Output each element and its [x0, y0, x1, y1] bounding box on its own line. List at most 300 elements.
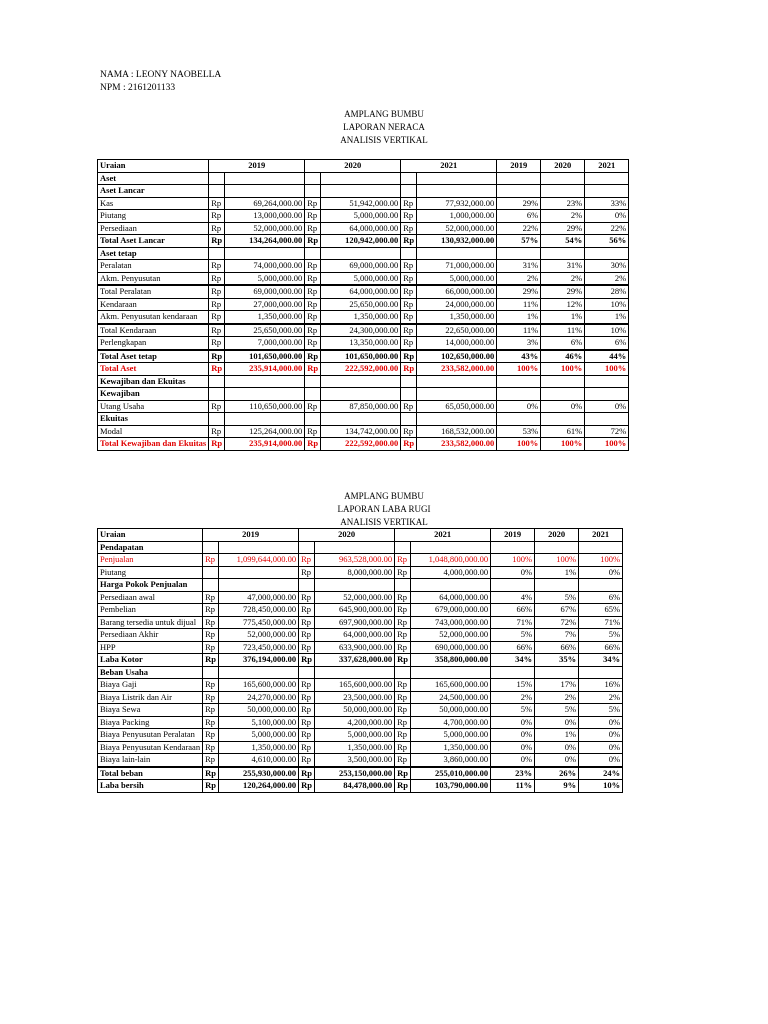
table-cell: 165,600,000.00	[219, 679, 299, 692]
table-cell: 50,000,000.00	[411, 704, 491, 717]
table-row	[98, 400, 629, 413]
table-cell: Rp	[395, 729, 411, 742]
table-cell	[219, 579, 299, 592]
table-cell: Rp	[305, 400, 321, 413]
table-row	[98, 235, 629, 248]
table-cell: Rp	[395, 654, 411, 667]
table-row	[98, 741, 623, 754]
table-cell: 1,000,000.00	[417, 210, 497, 223]
table-cell	[321, 413, 401, 426]
table-cell: 2021	[579, 529, 623, 542]
table-cell: Rp	[203, 741, 219, 754]
table-cell: Rp	[209, 272, 225, 285]
table-cell: Rp	[395, 616, 411, 629]
table-cell: 35%	[535, 654, 579, 667]
table-cell: Rp	[401, 350, 417, 363]
table-cell: 2%	[585, 272, 629, 285]
table-cell: 29%	[497, 285, 541, 298]
table-cell: 2021	[585, 160, 629, 173]
table-row	[98, 350, 629, 363]
table-cell: Kewajiban	[98, 388, 209, 401]
table-cell: 358,800,000.00	[411, 654, 491, 667]
table-cell: Rp	[203, 604, 219, 617]
table-cell: 52,000,000.00	[417, 222, 497, 235]
table-cell: 24%	[579, 767, 623, 780]
table-cell: 43%	[497, 350, 541, 363]
table-cell: Rp	[395, 716, 411, 729]
table-cell: 101,650,000.00	[321, 350, 401, 363]
table-cell	[225, 247, 305, 260]
table-cell	[541, 185, 585, 198]
table-row	[98, 729, 623, 742]
table-cell: Akm. Penyusutan kendaraan	[98, 311, 209, 324]
table-cell: 0%	[579, 729, 623, 742]
table-cell: 100%	[585, 438, 629, 451]
table-cell	[321, 375, 401, 388]
table-cell	[305, 375, 321, 388]
table-cell: Biaya Penyusutan Kendaraan	[98, 741, 203, 754]
table-cell: 2019	[491, 529, 535, 542]
table-cell	[491, 579, 535, 592]
table-cell: 69,264,000.00	[225, 197, 305, 210]
table-row	[98, 438, 629, 451]
table-cell: 52,000,000.00	[315, 591, 395, 604]
table-cell: 5,000,000.00	[417, 272, 497, 285]
table-cell: 222,592,000.00	[321, 363, 401, 376]
table-row	[98, 541, 623, 554]
table-cell: 7,000,000.00	[225, 337, 305, 350]
table-cell: Total Aset	[98, 363, 209, 376]
table-cell	[585, 185, 629, 198]
table-cell	[315, 579, 395, 592]
table-cell: Rp	[305, 210, 321, 223]
table-cell	[299, 666, 315, 679]
table-row	[98, 425, 629, 438]
table-cell: Persediaan Akhir	[98, 629, 203, 642]
table-cell	[585, 247, 629, 260]
table-cell: 1,350,000.00	[315, 741, 395, 754]
table-cell: 723,450,000.00	[219, 641, 299, 654]
neraca-analysis-title: ANALISIS VERTIKAL	[340, 135, 428, 145]
table-cell: 235,914,000.00	[225, 363, 305, 376]
table-cell: Biaya Sewa	[98, 704, 203, 717]
table-cell: Uraian	[98, 160, 209, 173]
table-cell: 61%	[541, 425, 585, 438]
table-cell: Rp	[299, 741, 315, 754]
table-cell: 1,350,000.00	[219, 741, 299, 754]
table-cell: 100%	[497, 438, 541, 451]
table-cell: 3,500,000.00	[315, 754, 395, 767]
table-cell	[585, 375, 629, 388]
table-row	[98, 363, 629, 376]
table-cell: 66%	[579, 641, 623, 654]
table-cell: Laba Kotor	[98, 654, 203, 667]
table-cell: Uraian	[98, 529, 203, 542]
table-cell: Aset Lancar	[98, 185, 209, 198]
table-cell: Rp	[395, 704, 411, 717]
table-cell: 66%	[491, 604, 535, 617]
table-cell: Utang Usaha	[98, 400, 209, 413]
table-cell: 0%	[579, 566, 623, 579]
table-cell	[299, 541, 315, 554]
table-cell	[203, 666, 219, 679]
table-cell	[305, 388, 321, 401]
table-cell: 120,942,000.00	[321, 235, 401, 248]
table-cell: Rp	[209, 222, 225, 235]
table-cell	[541, 247, 585, 260]
table-cell	[497, 172, 541, 185]
table-cell: 26%	[535, 767, 579, 780]
table-cell	[219, 541, 299, 554]
table-cell: 65,050,000.00	[417, 400, 497, 413]
table-row	[98, 754, 623, 767]
table-cell: Rp	[209, 285, 225, 298]
table-cell: Barang tersedia untuk dijual	[98, 616, 203, 629]
table-cell: Rp	[395, 566, 411, 579]
table-cell: 74,000,000.00	[225, 260, 305, 273]
labarugi-analysis-title: ANALISIS VERTIKAL	[340, 517, 428, 527]
table-cell: Rp	[395, 554, 411, 567]
neraca-company-title: AMPLANG BUMBU	[344, 109, 424, 119]
table-cell: 165,600,000.00	[315, 679, 395, 692]
table-cell: Kas	[98, 197, 209, 210]
table-cell	[401, 388, 417, 401]
table-cell	[417, 247, 497, 260]
table-cell: 24,270,000.00	[219, 691, 299, 704]
table-cell: 10%	[585, 324, 629, 337]
table-cell: 5%	[579, 629, 623, 642]
table-cell: Laba bersih	[98, 780, 203, 793]
table-cell: 0%	[535, 741, 579, 754]
table-cell	[497, 185, 541, 198]
table-cell: 1,350,000.00	[321, 311, 401, 324]
table-row	[98, 197, 629, 210]
table-cell: 72%	[585, 425, 629, 438]
table-cell: 0%	[585, 400, 629, 413]
table-cell: 29%	[541, 285, 585, 298]
labarugi-report-title: LAPORAN LABA RUGI	[337, 504, 431, 514]
table-cell: Rp	[209, 350, 225, 363]
table-cell	[395, 579, 411, 592]
table-cell: 25,650,000.00	[321, 298, 401, 311]
table-cell: 235,914,000.00	[225, 438, 305, 451]
table-cell: Rp	[299, 604, 315, 617]
table-cell: 14,000,000.00	[417, 337, 497, 350]
table-cell: 5%	[491, 704, 535, 717]
table-cell	[209, 247, 225, 260]
table-row	[98, 704, 623, 717]
student-npm: NPM : 2161201133	[100, 83, 176, 93]
table-cell: Rp	[209, 197, 225, 210]
table-cell: 12%	[541, 298, 585, 311]
table-cell	[585, 172, 629, 185]
table-cell	[225, 185, 305, 198]
table-cell: 24,500,000.00	[411, 691, 491, 704]
table-cell	[225, 375, 305, 388]
table-cell	[535, 666, 579, 679]
table-row	[98, 666, 623, 679]
table-cell: Rp	[305, 350, 321, 363]
table-cell: 0%	[491, 716, 535, 729]
table-cell	[401, 185, 417, 198]
table-cell: Total Aset tetap	[98, 350, 209, 363]
table-cell: 57%	[497, 235, 541, 248]
table-cell	[417, 413, 497, 426]
table-cell: 1%	[497, 311, 541, 324]
table-cell	[395, 541, 411, 554]
table-cell: 2019	[209, 160, 305, 173]
table-cell: 23,500,000.00	[315, 691, 395, 704]
table-cell	[541, 172, 585, 185]
table-cell: Rp	[209, 363, 225, 376]
table-cell: 5%	[491, 629, 535, 642]
neraca-report-title: LAPORAN NERACA	[343, 122, 425, 132]
table-row	[98, 767, 623, 780]
table-cell: Modal	[98, 425, 209, 438]
table-cell	[417, 172, 497, 185]
table-cell: Piutang	[98, 210, 209, 223]
table-row	[98, 172, 629, 185]
table-cell: Persediaan	[98, 222, 209, 235]
table-row	[98, 247, 629, 260]
table-cell: 5%	[535, 591, 579, 604]
table-cell: Rp	[203, 754, 219, 767]
table-cell: Rp	[203, 679, 219, 692]
table-cell: Rp	[305, 272, 321, 285]
table-cell: Rp	[203, 591, 219, 604]
table-cell: Rp	[401, 235, 417, 248]
table-cell: 64,000,000.00	[321, 285, 401, 298]
table-cell: 10%	[585, 298, 629, 311]
table-cell: 71,000,000.00	[417, 260, 497, 273]
table-cell: Rp	[305, 298, 321, 311]
table-cell: 2020	[535, 529, 579, 542]
table-cell: 2021	[395, 529, 491, 542]
table-cell: 0%	[579, 754, 623, 767]
table-cell: 0%	[491, 566, 535, 579]
table-cell: 963,528,000.00	[315, 554, 395, 567]
table-cell: 5,100,000.00	[219, 716, 299, 729]
table-cell: 15%	[491, 679, 535, 692]
table-cell: Rp	[203, 716, 219, 729]
table-cell: 233,582,000.00	[417, 363, 497, 376]
table-cell: 54%	[541, 235, 585, 248]
table-row	[98, 641, 623, 654]
table-row	[98, 298, 629, 311]
table-cell: 4,000,000.00	[411, 566, 491, 579]
table-cell: 6%	[579, 591, 623, 604]
table-cell: 4,200,000.00	[315, 716, 395, 729]
table-cell: 47,000,000.00	[219, 591, 299, 604]
table-cell: Total Kendaraan	[98, 324, 209, 337]
table-cell: 31%	[497, 260, 541, 273]
table-cell: Rp	[299, 641, 315, 654]
table-cell: Rp	[395, 641, 411, 654]
table-cell: 168,532,000.00	[417, 425, 497, 438]
table-cell: 2020	[305, 160, 401, 173]
table-cell: 0%	[585, 210, 629, 223]
table-cell: Peralatan	[98, 260, 209, 273]
table-cell: Piutang	[98, 566, 203, 579]
table-row	[98, 285, 629, 298]
table-cell	[315, 541, 395, 554]
table-cell: 0%	[535, 754, 579, 767]
table-cell: 120,264,000.00	[219, 780, 299, 793]
table-row	[98, 616, 623, 629]
table-cell: 0%	[491, 741, 535, 754]
table-row	[98, 679, 623, 692]
table-cell: Rp	[401, 425, 417, 438]
table-cell: Rp	[299, 591, 315, 604]
table-cell: 4,700,000.00	[411, 716, 491, 729]
table-cell: 30%	[585, 260, 629, 273]
table-cell: 0%	[491, 729, 535, 742]
table-cell: 0%	[541, 400, 585, 413]
table-cell: Total Aset Lancar	[98, 235, 209, 248]
table-cell: 25,650,000.00	[225, 324, 305, 337]
table-cell: Rp	[401, 260, 417, 273]
table-cell: 222,592,000.00	[321, 438, 401, 451]
table-cell	[209, 185, 225, 198]
table-cell: Rp	[299, 716, 315, 729]
table-cell: Total Peralatan	[98, 285, 209, 298]
table-cell: Rp	[395, 679, 411, 692]
table-cell: Rp	[305, 222, 321, 235]
table-cell: Rp	[401, 222, 417, 235]
table-cell: Rp	[299, 679, 315, 692]
table-cell: 5,000,000.00	[225, 272, 305, 285]
table-cell: Rp	[299, 754, 315, 767]
table-cell	[401, 375, 417, 388]
table-cell: 16%	[579, 679, 623, 692]
table-cell: Rp	[299, 767, 315, 780]
table-cell: 2020	[541, 160, 585, 173]
table-cell: Rp	[395, 754, 411, 767]
table-cell: 4%	[491, 591, 535, 604]
table-cell: Biaya lain-lain	[98, 754, 203, 767]
table-cell: 33%	[585, 197, 629, 210]
table-cell	[417, 388, 497, 401]
table-cell	[491, 666, 535, 679]
table-cell	[209, 388, 225, 401]
table-cell: Biaya Penyusutan Peralatan	[98, 729, 203, 742]
table-cell	[209, 375, 225, 388]
table-cell: 72%	[535, 616, 579, 629]
table-cell: 46%	[541, 350, 585, 363]
table-cell: Perlengkapan	[98, 337, 209, 350]
table-cell: 0%	[497, 400, 541, 413]
table-row	[98, 413, 629, 426]
table-cell	[321, 172, 401, 185]
table-cell: 22%	[585, 222, 629, 235]
table-cell: Rp	[401, 210, 417, 223]
table-cell: 87,850,000.00	[321, 400, 401, 413]
table-cell	[535, 579, 579, 592]
table-cell: Rp	[203, 780, 219, 793]
table-cell	[585, 413, 629, 426]
table-cell	[579, 579, 623, 592]
table-cell: 34%	[579, 654, 623, 667]
table-cell: 66%	[491, 641, 535, 654]
table-cell: Rp	[395, 767, 411, 780]
table-cell: 10%	[579, 780, 623, 793]
table-cell: 134,264,000.00	[225, 235, 305, 248]
table-cell: 2%	[541, 272, 585, 285]
table-row	[98, 629, 623, 642]
table-cell	[401, 172, 417, 185]
table-cell: 65%	[579, 604, 623, 617]
income-statement-table	[97, 528, 623, 793]
table-cell: 1%	[535, 566, 579, 579]
table-cell: 728,450,000.00	[219, 604, 299, 617]
table-row	[98, 222, 629, 235]
table-cell: Rp	[401, 438, 417, 451]
table-cell: 44%	[585, 350, 629, 363]
table-cell: 103,790,000.00	[411, 780, 491, 793]
table-cell: Rp	[401, 324, 417, 337]
table-cell: Biaya Gaji	[98, 679, 203, 692]
table-cell: 24,000,000.00	[417, 298, 497, 311]
table-cell: Harga Pokok Penjualan	[98, 579, 203, 592]
table-cell: 77,932,000.00	[417, 197, 497, 210]
table-cell: Rp	[299, 691, 315, 704]
table-cell: 23%	[491, 767, 535, 780]
table-cell: 100%	[491, 554, 535, 567]
table-cell: Aset tetap	[98, 247, 209, 260]
table-cell: Rp	[305, 425, 321, 438]
table-cell: Akm. Penyusutan	[98, 272, 209, 285]
table-cell: 0%	[579, 741, 623, 754]
table-row	[98, 337, 629, 350]
table-cell: Total beban	[98, 767, 203, 780]
table-cell: 100%	[497, 363, 541, 376]
table-cell	[395, 666, 411, 679]
table-cell	[411, 541, 491, 554]
table-row	[98, 375, 629, 388]
table-cell: 101,650,000.00	[225, 350, 305, 363]
table-cell: 13,350,000.00	[321, 337, 401, 350]
table-cell: 255,930,000.00	[219, 767, 299, 780]
table-cell: Rp	[209, 260, 225, 273]
table-cell: Rp	[299, 654, 315, 667]
table-cell: 100%	[541, 363, 585, 376]
table-cell: 3%	[497, 337, 541, 350]
table-header-row	[98, 529, 623, 542]
table-cell: 102,650,000.00	[417, 350, 497, 363]
table-cell: Rp	[203, 704, 219, 717]
table-cell: 22,650,000.00	[417, 324, 497, 337]
table-cell: Beban Usaha	[98, 666, 203, 679]
table-cell	[417, 375, 497, 388]
table-row	[98, 691, 623, 704]
table-cell: 233,582,000.00	[417, 438, 497, 451]
table-cell	[209, 172, 225, 185]
table-cell	[535, 541, 579, 554]
table-cell	[225, 413, 305, 426]
table-cell: 130,932,000.00	[417, 235, 497, 248]
table-cell: Rp	[209, 438, 225, 451]
table-cell: Rp	[305, 260, 321, 273]
table-cell: Rp	[209, 400, 225, 413]
table-cell: 1,099,644,000.00	[219, 554, 299, 567]
table-cell: Penjualan	[98, 554, 203, 567]
table-cell: 31%	[541, 260, 585, 273]
table-cell: 645,900,000.00	[315, 604, 395, 617]
table-cell: Rp	[401, 272, 417, 285]
table-cell: 5%	[579, 704, 623, 717]
table-cell	[541, 388, 585, 401]
table-cell: 13,000,000.00	[225, 210, 305, 223]
